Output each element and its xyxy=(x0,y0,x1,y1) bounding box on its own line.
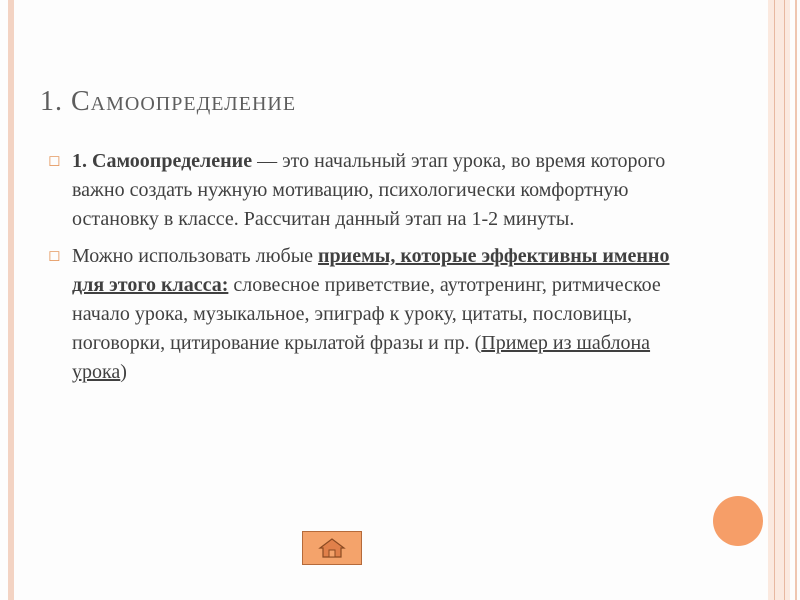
right-border-line xyxy=(774,0,775,600)
decorative-circle xyxy=(713,496,763,546)
paragraph-techniques xyxy=(48,242,698,387)
techniques-text-end: ) xyxy=(120,361,127,383)
slide-content xyxy=(48,147,698,395)
definition-term: 1. Самоопределение xyxy=(72,150,253,172)
techniques-text-after: словесное приветствие, аутотренинг, ритмическое начало урока, музыкальное, эпиграф к уроку, цитаты, пословицы, поговорки, цитирование крылатой фразы и пр. ( xyxy=(72,274,661,354)
home-icon xyxy=(317,537,347,559)
left-border-stripe xyxy=(8,0,14,600)
bullet-icon: ◻ xyxy=(48,248,61,264)
right-border-band xyxy=(768,0,790,600)
right-border-line xyxy=(784,0,785,600)
techniques-emphasis: приемы, которые эффективны именно для этого класса: xyxy=(72,245,670,296)
lesson-template-example-link[interactable]: Пример из шаблона урока xyxy=(72,332,651,383)
techniques-text-before: Можно использовать любые xyxy=(72,245,319,267)
definition-text: — это начальный этап урока, во время которого важно создать нужную мотивацию, психологически комфортную остановку в классе. Рассчитан данный этап на 1-2 минуты. xyxy=(72,150,666,230)
bullet-icon: ◻ xyxy=(48,153,61,169)
right-border-line xyxy=(795,0,797,600)
slide-title: 1. Самоопределение xyxy=(40,86,297,117)
home-button[interactable] xyxy=(302,531,362,565)
paragraph-definition xyxy=(48,147,698,234)
